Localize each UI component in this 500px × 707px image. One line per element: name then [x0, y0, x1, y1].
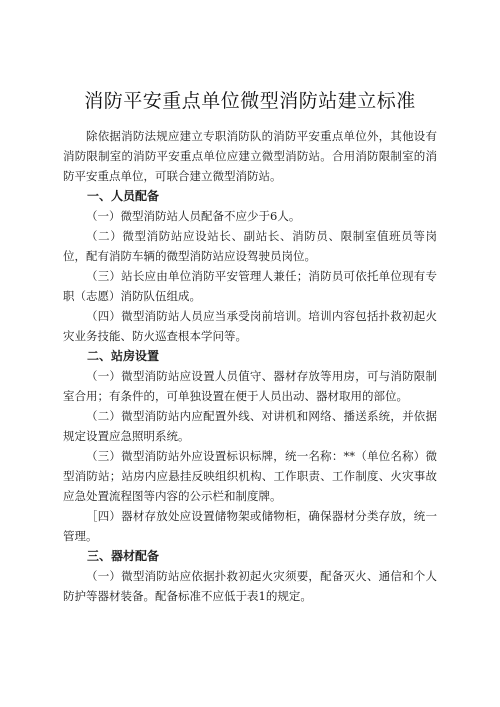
section-heading-station: 二、站房设置 [87, 349, 160, 363]
paragraph: （三）站长应由单位消防平安管理人兼任；消防员可依托单位现有专职（志愿）消防队伍组成。 [63, 269, 437, 303]
document-title: 消防平安重点单位微型消防站建立标准 [84, 90, 416, 112]
document-body [63, 126, 437, 606]
paragraph: （二）微型消防站内应配置外线、对讲机和网络、播送系统，并依据规定设置应急照明系统。 [63, 409, 437, 443]
section-heading-equipment: 三、器材配备 [87, 549, 160, 563]
paragraph: （四）微型消防站人员应当承受岗前培训。培训内容包括扑救初起火灾业务技能、防火巡查根本学问等。 [63, 309, 437, 343]
intro-paragraph: 除依据消防法规应建立专职消防队的消防平安重点单位外，其他设有消防限制室的消防平安重点单位应建立微型消防站。合用消防限制室的消防平安重点单位，可联合建立微型消防站。 [63, 129, 437, 183]
paragraph: （一）微型消防站应依据扑救初起火灾须要，配备灭火、通信和个人防护等器材装备。配备标准不应低于表1的规定。 [63, 569, 437, 603]
section-heading-personnel: 一、人员配备 [87, 189, 160, 203]
paragraph: ［四）器材存放处应设置储物架或储物柜，确保器材分类存放，统一管理。 [63, 509, 437, 543]
paragraph: （二）微型消防站应设站长、副站长、消防员、限制室值班员等岗位，配有消防车辆的微型消防站应设驾驶员岗位。 [63, 229, 437, 263]
paragraph: （一）微型消防站应设置人员值守、器材存放等用房，可与消防限制室合用；有条件的，可单独设置在便于人员出动、器材取用的部位。 [63, 369, 437, 403]
paragraph: （三）微型消防站外应设置标识标牌，统一名称：**（单位名称）微型消防站；站房内应悬挂反映组织机构、工作职责、工作制度、火灾事故应急处置流程图等内容的公示栏和制度牌。 [63, 449, 437, 503]
paragraph: （一）微型消防站人员配备不应少于6人。 [86, 209, 301, 223]
